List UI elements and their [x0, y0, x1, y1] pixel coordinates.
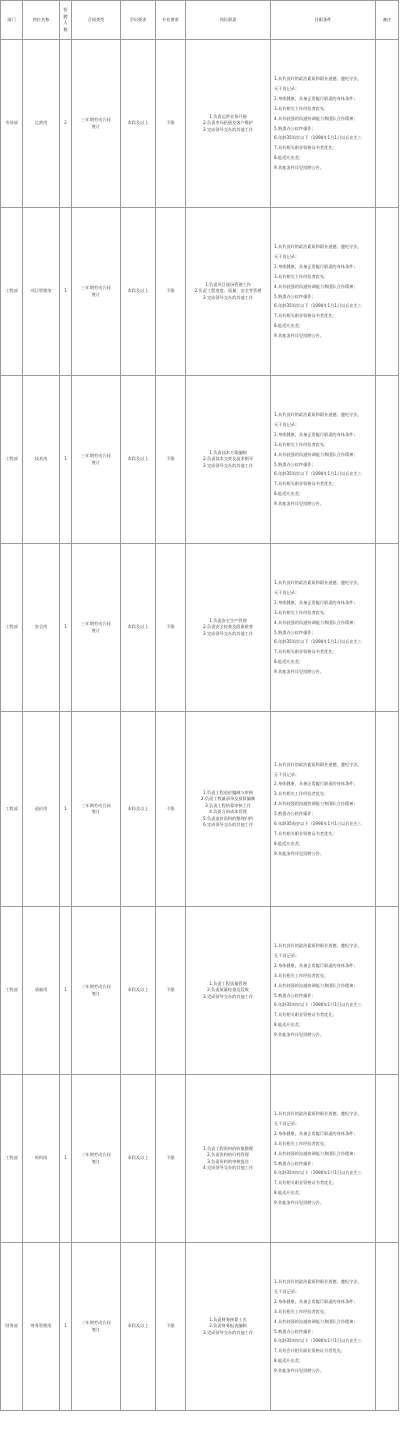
contract-cell-line: 签订	[91, 291, 101, 297]
requirements-cell-line: 5.熟悉办公软件操作；	[274, 461, 316, 467]
major-cell: 不限	[156, 712, 186, 907]
requirements-cell-line: 3.具有相关工作经验者优先；	[274, 791, 329, 797]
requirements-cell-line: 6.年龄35周岁以下（1990年1月1日以后出生）；	[274, 1002, 365, 1008]
requirements-cell-line: 4.具有较强的沟通协调能力和团队合作精神；	[274, 1150, 358, 1156]
duties-cell-line: 3.完成领导交办的其他工作	[202, 126, 254, 132]
position-cell: 质量岗	[23, 907, 60, 1075]
requirements-cell-line: 8.能适应出差；	[274, 155, 304, 161]
requirements-cell	[271, 1075, 376, 1243]
requirements-cell-line: 无不良记录；	[274, 254, 300, 259]
requirements-cell-line: 5.熟悉办公软件操作；	[274, 1160, 316, 1166]
education-cell: 本科及以上	[121, 1075, 156, 1243]
requirements-cell-line: 2.身体健康，具备正常履行职责的身体条件；	[274, 1130, 358, 1136]
contract-cell-line: 签订	[91, 809, 101, 814]
duties-cell	[186, 376, 271, 544]
requirements-cell-line: 1.具有良好的政治素质和职业道德，遵纪守法，	[274, 412, 362, 418]
requirements-cell-line: 3.具有相关工作经验者优先；	[274, 1308, 329, 1314]
duties-cell-line: 1.负责财务核算工作	[209, 1316, 247, 1322]
requirements-cell	[271, 907, 376, 1075]
education-cell: 本科及以上	[121, 1243, 156, 1411]
count-cell: 1	[60, 208, 72, 376]
count-cell: 1	[60, 712, 72, 907]
requirements-cell-line: 4.具有较强的沟通协调能力和团队合作精神；	[274, 801, 358, 807]
remark-cell	[376, 1075, 399, 1243]
remark-cell	[376, 40, 399, 208]
contract-cell-line: 签订	[91, 123, 101, 129]
requirements-cell-line: 9.其他条件详见招聘公告。	[274, 669, 325, 674]
count-cell: 2	[60, 40, 72, 208]
requirements-cell-line: 4.具有较强的沟通协调能力和团队合作精神；	[274, 283, 358, 289]
duties-cell-line: 5.负责造价资料的整理归档	[202, 815, 254, 821]
duties-cell	[186, 1243, 271, 1411]
requirements-cell-line: 8.能适应出差；	[274, 659, 304, 665]
duties-cell-line: 3.完成领导交办的其他工作	[202, 630, 254, 636]
duties-cell-line: 3.完成领导交办的其他工作	[202, 294, 254, 300]
requirements-cell-line: 2.身体健康，具备正常履行职责的身体条件；	[274, 263, 358, 269]
contract-cell-line: 三年期劳动合同	[81, 453, 111, 458]
dept-cell: 工程部	[1, 907, 23, 1075]
major-cell: 不限	[156, 1243, 186, 1411]
contract-cell-line: 三年期劳动合同	[81, 621, 111, 626]
table-row	[1, 712, 399, 907]
requirements-cell-line: 5.熟悉办公软件操作；	[274, 125, 316, 131]
education-cell: 本科及以上	[121, 907, 156, 1075]
requirements-cell-line: 1.具有良好的政治素质和职业道德，遵纪守法，	[274, 580, 362, 586]
duties-cell-line: 3.完成领导交办的其他工作	[202, 993, 254, 999]
requirements-cell-line: 4.具有较强的沟通协调能力和团队合作精神；	[274, 1318, 358, 1324]
requirements-cell-line: 2.身体健康，具备正常履行职责的身体条件；	[274, 1298, 358, 1304]
contract-cell	[72, 544, 121, 712]
requirements-cell-line: 7.具有相关职业资格证书者优先；	[274, 313, 337, 319]
requirements-cell-line: 8.能适应出差；	[274, 1358, 304, 1364]
requirements-cell	[271, 40, 376, 208]
requirements-cell-line: 6.年龄35周岁以下（1990年1月1日以后出生）；	[274, 639, 365, 645]
contract-cell-line: 三年期劳动合同	[81, 802, 111, 808]
requirements-cell-line: 7.具有相关职业资格证书者优先；	[274, 1180, 337, 1186]
education-cell: 本科及以上	[121, 40, 156, 208]
requirements-cell-line: 9.其他条件详见招聘公告。	[274, 1368, 325, 1373]
contract-cell-line: 三年期劳动合同	[81, 285, 111, 290]
dept-cell: 工程部	[1, 544, 23, 712]
requirements-cell-line: 4.具有较强的沟通协调能力和团队合作精神；	[274, 451, 358, 457]
requirements-cell-line: 1.具有良好的政治素质和职业道德，遵纪守法，	[274, 244, 362, 250]
requirements-cell-line: 8.能适应出差；	[274, 491, 304, 497]
requirements-cell-line: 7.具有相关职业资格证书者优先；	[274, 145, 337, 151]
duties-cell-line: 3.负责资料的审核报送	[207, 1158, 249, 1164]
duties-cell-line: 2.负责工程进度、质量、安全等管理	[194, 288, 262, 294]
contract-cell-line: 签订	[91, 1158, 101, 1164]
requirements-cell	[271, 1243, 376, 1411]
requirements-cell-line: 4.具有较强的沟通协调能力和团队合作精神；	[274, 115, 358, 121]
header-cell: 学历要求	[121, 1, 156, 40]
header-cell: 岗位名称	[23, 1, 60, 40]
requirements-cell-line: 1.具有良好的政治素质和职业道德，遵纪守法，	[274, 1111, 362, 1117]
header-cell: 任职条件	[271, 1, 376, 40]
duties-cell	[186, 1075, 271, 1243]
duties-cell	[186, 208, 271, 376]
duties-cell-line: 2.负责资料的归档管理	[207, 1152, 249, 1157]
table-row	[1, 208, 399, 376]
duties-cell-line: 6.完成领导交办的其他工作	[202, 822, 254, 827]
requirements-cell-line: 8.能适应出差；	[274, 1190, 304, 1196]
table-row	[1, 376, 399, 544]
table-row	[1, 907, 399, 1075]
requirements-cell-line: 5.熟悉办公软件操作；	[274, 293, 316, 299]
contract-cell	[72, 1075, 121, 1243]
count-cell: 1	[60, 544, 72, 712]
requirements-cell-line: 7.具有相关职业资格证书者优先；	[274, 1012, 337, 1018]
contract-cell-line: 签订	[91, 627, 101, 633]
requirements-cell	[271, 376, 376, 544]
duties-cell-line: 2.负责技术交底及技术指导	[202, 456, 254, 462]
requirements-cell-line: 5.熟悉办公软件操作；	[274, 629, 316, 635]
requirements-cell-line: 3.具有相关工作经验者优先；	[274, 609, 329, 615]
requirements-cell-line: 7.具有相关职业资格证书者优先；	[274, 830, 337, 836]
header-cell: 招聘人数	[60, 1, 72, 40]
requirements-cell-line: 8.能适应出差；	[274, 1022, 304, 1028]
major-cell: 不限	[156, 208, 186, 376]
requirements-cell-line: 8.能适应出差；	[274, 323, 304, 329]
contract-cell	[72, 376, 121, 544]
requirements-cell-line: 1.具有良好的政治素质和职业道德，遵纪守法，	[274, 1279, 362, 1285]
requirements-cell-line: 9.其他条件详见招聘公告。	[274, 333, 325, 338]
duties-cell-line: 4.负责合同成本管理	[209, 809, 247, 814]
duties-cell-line: 3.完成领导交办的其他工作	[202, 462, 254, 468]
header-cell: 岗位职责	[186, 1, 271, 40]
remark-cell	[376, 712, 399, 907]
contract-cell	[72, 40, 121, 208]
major-cell: 不限	[156, 40, 186, 208]
requirements-cell-line: 3.具有相关工作经验者优先；	[274, 441, 329, 447]
remark-cell	[376, 208, 399, 376]
education-cell: 本科及以上	[121, 544, 156, 712]
requirements-cell-line: 1.具有良好的政治素质和职业道德，遵纪守法，	[274, 76, 362, 82]
remark-cell	[376, 376, 399, 544]
dept-cell: 财务部	[1, 1243, 23, 1411]
contract-cell	[72, 208, 121, 376]
requirements-cell-line: 6.年龄35周岁以下（1990年1月1日以后出生）；	[274, 135, 365, 141]
count-cell: 1	[60, 907, 72, 1075]
requirements-cell	[271, 544, 376, 712]
requirements-cell-line: 3.具有相关工作经验者优先；	[274, 105, 329, 111]
major-cell: 不限	[156, 376, 186, 544]
requirements-cell-line: 7.具有相关职业资格证书者优先；	[274, 481, 337, 487]
duties-cell-line: 3.完成领导交办的其他工作	[202, 1329, 254, 1335]
requirements-cell-line: 7.具有会计相关职业资格证书者优先；	[274, 1348, 345, 1354]
requirements-cell-line: 无不良记录；	[274, 1121, 300, 1126]
requirements-cell	[271, 208, 376, 376]
requirements-cell-line: 9.其他条件详见招聘公告。	[274, 165, 325, 170]
contract-cell-line: 签订	[91, 990, 101, 996]
duties-cell-line: 1.负责项目现场管理工作	[205, 281, 251, 287]
dept-cell: 工程部	[1, 1075, 23, 1243]
position-cell: 项目管理岗	[23, 208, 60, 376]
duties-cell	[186, 40, 271, 208]
duties-cell-line: 1.负责安全生产管理	[209, 617, 247, 623]
education-cell: 本科及以上	[121, 208, 156, 376]
count-cell: 1	[60, 1075, 72, 1243]
duties-cell-line: 1.负责技术方案编制	[209, 449, 247, 455]
table-row	[1, 1075, 399, 1243]
major-cell: 不限	[156, 544, 186, 712]
table-row	[1, 544, 399, 712]
requirements-cell-line: 2.身体健康，具备正常履行职责的身体条件；	[274, 599, 358, 605]
requirements-cell-line: 3.具有相关工作经验者优先；	[274, 1140, 329, 1146]
dept-cell: 市场部	[1, 40, 23, 208]
requirements-cell-line: 2.身体健康，具备正常履行职责的身体条件；	[274, 95, 358, 101]
remark-cell	[376, 1243, 399, 1411]
table-row	[1, 40, 399, 208]
position-cell: 资料岗	[23, 1075, 60, 1243]
contract-cell	[72, 907, 121, 1075]
position-cell: 财务管理岗	[23, 1243, 60, 1411]
requirements-cell-line: 5.熟悉办公软件操作；	[274, 811, 316, 816]
contract-cell-line: 签订	[91, 1326, 101, 1332]
position-cell: 安全岗	[23, 544, 60, 712]
education-cell: 本科及以上	[121, 376, 156, 544]
requirements-cell-line: 2.身体健康，具备正常履行职责的身体条件；	[274, 431, 358, 437]
requirements-cell-line: 3.具有相关工作经验者优先；	[274, 972, 329, 978]
requirements-cell-line: 9.其他条件详见招聘公告。	[274, 850, 325, 856]
requirements-cell-line: 2.身体健康，具备正常履行职责的身体条件；	[274, 781, 358, 787]
requirements-cell-line: 6.年龄35周岁以下（1990年1月1日以后出生）；	[274, 303, 365, 309]
duties-cell	[186, 544, 271, 712]
contract-cell	[72, 712, 121, 907]
contract-cell-line: 三年期劳动合同	[81, 117, 111, 122]
requirements-cell-line: 6.年龄35周岁以下（1990年1月1日以后出生）；	[274, 820, 365, 826]
position-cell: 造价岗	[23, 712, 60, 907]
count-cell: 1	[60, 376, 72, 544]
major-cell: 不限	[156, 907, 186, 1075]
requirements-cell-line: 无不良记录；	[274, 590, 300, 595]
header-cell: 部门	[1, 1, 23, 40]
requirements-cell-line: 1.具有良好的政治素质和职业道德，遵纪守法，	[274, 943, 362, 949]
remark-cell	[376, 907, 399, 1075]
education-cell: 本科及以上	[121, 712, 156, 907]
duties-cell-line: 1.负责工程资料的收集整理	[202, 1145, 254, 1151]
duties-cell-line: 3.负责工程结算审核工作	[205, 802, 251, 808]
duties-cell	[186, 712, 271, 907]
duties-cell-line: 2.负责安全检查及隐患排查	[202, 624, 254, 630]
requirements-cell-line: 7.具有相关职业资格证书者优先；	[274, 649, 337, 655]
dept-cell: 工程部	[1, 376, 23, 544]
requirements-cell-line: 9.其他条件详见招聘公告。	[274, 1200, 325, 1205]
contract-cell-line: 签订	[91, 459, 101, 465]
header-cell: 专业要求	[156, 1, 186, 40]
contract-cell-line: 三年期劳动合同	[81, 1152, 111, 1157]
requirements-cell-line: 4.具有较强的沟通协调能力和团队合作精神；	[274, 619, 358, 625]
requirements-cell-line: 无不良记录；	[274, 771, 300, 777]
requirements-cell-line: 1.具有良好的政治素质和职业道德，遵纪守法，	[274, 761, 362, 767]
duties-cell-line: 1.负责运营业务开展	[209, 113, 247, 119]
requirements-cell-line: 9.其他条件详见招聘公告。	[274, 501, 325, 506]
contract-cell-line: 三年期劳动合同	[81, 1320, 111, 1325]
count-cell: 1	[60, 1243, 72, 1411]
header-cell: 合同类型	[72, 1, 121, 40]
table-header-row	[1, 1, 399, 40]
requirements-cell-line: 3.具有相关工作经验者优先；	[274, 273, 329, 279]
requirements-cell-line: 6.年龄35周岁以下（1990年1月1日以后出生）；	[274, 1338, 365, 1344]
table-row	[1, 1243, 399, 1411]
requirements-cell-line: 2.身体健康，具备正常履行职责的身体条件；	[274, 962, 358, 968]
header-cell: 备注	[376, 1, 399, 40]
requirements-cell-line: 5.熟悉办公软件操作；	[274, 992, 316, 998]
remark-cell	[376, 544, 399, 712]
requirements-cell-line: 6.年龄35周岁以下（1990年1月1日以后出生）；	[274, 471, 365, 477]
duties-cell-line: 1.负责工程造价编制与审核	[202, 789, 254, 795]
dept-cell: 工程部	[1, 208, 23, 376]
requirements-cell-line: 4.具有较强的沟通协调能力和团队合作精神；	[274, 982, 358, 988]
duties-cell	[186, 907, 271, 1075]
position-cell: 技术岗	[23, 376, 60, 544]
contract-cell-line: 三年期劳动合同	[81, 984, 111, 989]
duties-cell-line: 2.负责质量检查及验收	[207, 987, 249, 993]
requirements-cell-line: 9.其他条件详见招聘公告。	[274, 1032, 325, 1037]
contract-cell	[72, 1243, 121, 1411]
duties-cell-line: 1.负责工程质量管理	[209, 980, 247, 986]
requirements-cell-line: 无不良记录；	[274, 86, 300, 91]
major-cell: 不限	[156, 1075, 186, 1243]
requirements-cell	[271, 712, 376, 907]
dept-cell: 工程部	[1, 712, 23, 907]
requirements-cell-line: 6.年龄35周岁以下（1990年1月1日以后出生）；	[274, 1170, 365, 1176]
duties-cell-line: 4.完成领导交办的其他工作	[202, 1165, 254, 1170]
duties-cell-line: 2.负责市场拓展及客户维护	[202, 120, 254, 126]
requirements-cell-line: 无不良记录；	[274, 1289, 300, 1294]
requirements-cell-line: 无不良记录；	[274, 953, 300, 958]
requirements-cell-line: 5.熟悉办公软件操作；	[274, 1328, 316, 1334]
requirements-cell-line: 8.能适应出差；	[274, 840, 304, 846]
requirements-cell-line: 无不良记录；	[274, 422, 300, 427]
duties-cell-line: 2.负责财务报表编制	[209, 1323, 247, 1329]
position-cell: 运营岗	[23, 40, 60, 208]
duties-cell-line: 2.负责工程量清单及预算编制	[200, 796, 256, 801]
